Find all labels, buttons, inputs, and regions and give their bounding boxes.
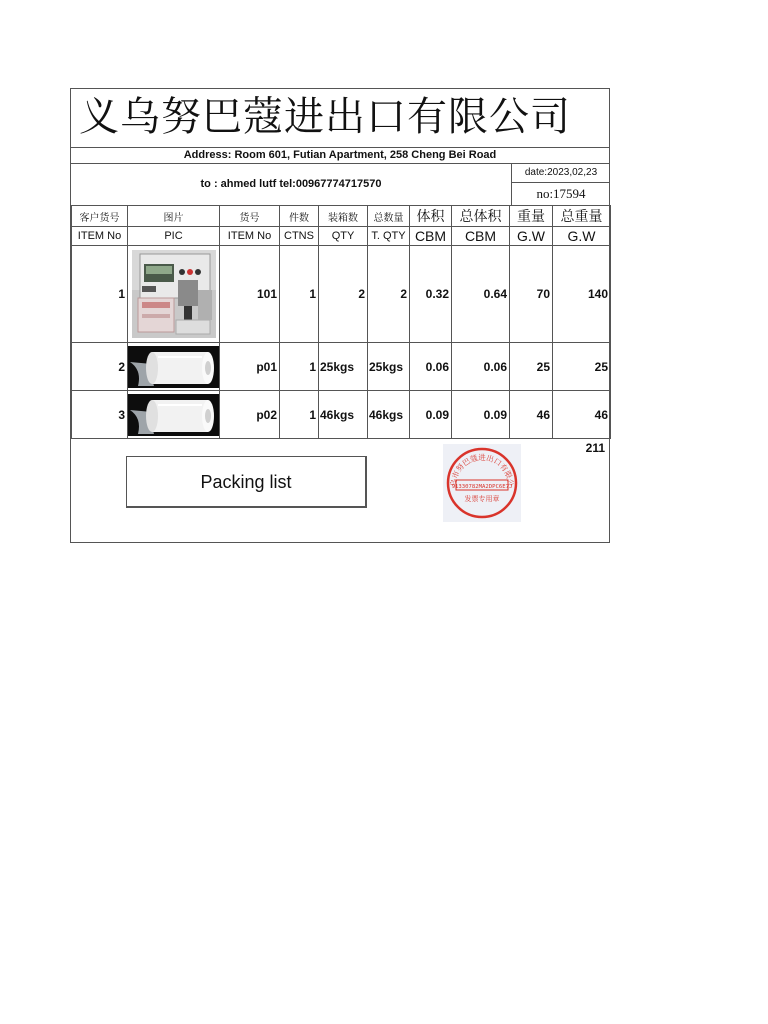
header-row-en [72,227,611,246]
quantity: 46kgs [319,391,368,439]
document-number: no:17594 [536,186,586,201]
item-number: p01 [220,343,280,391]
header-cell: ITEM No [220,227,280,246]
quantity: 25kgs [319,343,368,391]
gross-weight: 70 [510,246,553,343]
header-cell: 装箱数 [319,206,368,227]
company-name: 义乌努巴蔻进出口有限公司 [79,94,571,140]
table-row [72,391,611,439]
total-quantity: 25kgs [368,343,410,391]
date: date:2023,02,23 [512,164,610,183]
row-number: 2 [72,343,128,391]
header-cell: ITEM No [72,227,128,246]
total-gross-weight: 46 [553,391,611,439]
header-cell: 总重量 [553,206,611,227]
recipient-line: to : ahmed lutf tel:00967774717570 [200,178,382,190]
recipient-row [71,164,609,206]
seal-text: 乌市努巴蔻进出口有限公 [448,453,516,487]
header-cell: PIC [128,227,220,246]
header-cell: CTNS [280,227,319,246]
total-cbm: 0.09 [452,391,510,439]
total-gross-weight: 25 [553,343,611,391]
machine-photo [132,250,216,338]
cartons: 1 [280,246,319,343]
total-weight: 211 [585,441,605,455]
header-cell: 客户货号 [72,206,128,227]
packing-list-sheet [70,88,610,543]
item-number: 101 [220,246,280,343]
header-cell: G.W [510,227,553,246]
film-roll-photo [128,394,220,436]
film-roll-photo [128,346,220,388]
header-cell: T. QTY [368,227,410,246]
product-picture [128,246,220,343]
item-number: p02 [220,391,280,439]
header-row-cn [72,206,611,227]
meta-box [511,164,610,205]
header-cell: QTY [319,227,368,246]
cbm: 0.09 [410,391,452,439]
header-cell: 图片 [128,206,220,227]
header-cell: 总体积 [452,206,510,227]
cartons: 1 [280,343,319,391]
product-picture [128,343,220,391]
seal-subtitle: 发票专用章 [464,495,500,503]
header-cell: 体积 [410,206,452,227]
table-row [72,343,611,391]
address: Address: Room 601, Futian Apartment, 258 Cheng Bei Road [71,147,609,164]
total-quantity: 46kgs [368,391,410,439]
header-cell: CBM [452,227,510,246]
header-cell: 重量 [510,206,553,227]
header-cell: CBM [410,227,452,246]
quantity: 2 [319,246,368,343]
row-number: 1 [72,246,128,343]
cbm: 0.32 [410,246,452,343]
total-cbm: 0.06 [452,343,510,391]
cbm: 0.06 [410,343,452,391]
cartons: 1 [280,391,319,439]
total-quantity: 2 [368,246,410,343]
header-cell: 总数量 [368,206,410,227]
gross-weight: 46 [510,391,553,439]
gross-weight: 25 [510,343,553,391]
row-number: 3 [72,391,128,439]
total-cbm: 0.64 [452,246,510,343]
seal-stamp-icon [443,444,521,522]
header-cell: 货号 [220,206,280,227]
items-table [71,205,611,439]
company-seal [443,444,521,522]
product-picture [128,391,220,439]
header-cell: 件数 [280,206,319,227]
header-cell: G.W [553,227,611,246]
table-row [72,246,611,343]
title-row [71,89,609,148]
total-gross-weight: 140 [553,246,611,343]
packing-list-label: Packing list [126,456,367,508]
seal-code: 91330782MA2DPC6E7J [451,484,513,490]
